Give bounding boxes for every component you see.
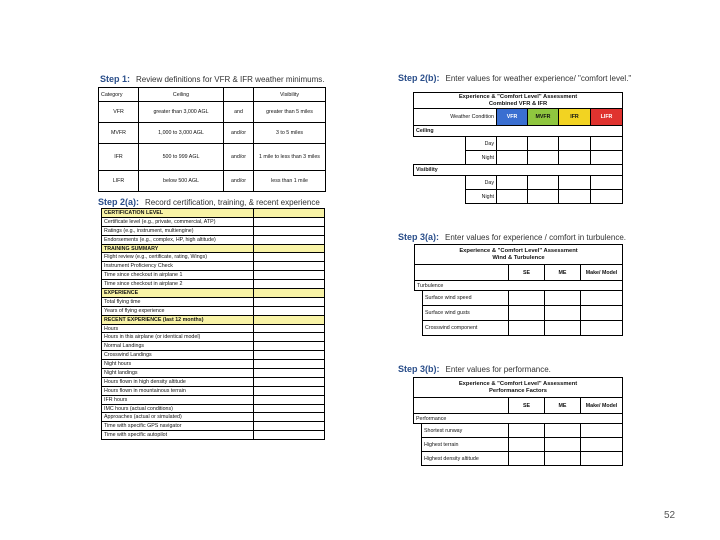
conjunction-cell: and/or bbox=[224, 123, 254, 144]
surface-wind-speed-label: Surface wind speed bbox=[423, 291, 509, 306]
me-header: ME bbox=[545, 398, 581, 414]
table-row bbox=[99, 171, 326, 192]
section-label: RECENT EXPERIENCE (last 12 months) bbox=[102, 315, 254, 324]
table-row bbox=[102, 297, 325, 306]
day-label: Day bbox=[466, 137, 497, 151]
ceiling-day-row bbox=[414, 137, 623, 151]
table-title-line-1: Experience & "Comfort Level" Assessment bbox=[458, 93, 578, 100]
item-label: Time with specific autopilot bbox=[102, 431, 254, 440]
step3b-header bbox=[398, 364, 551, 374]
visibility-cell: greater than 5 miles bbox=[254, 102, 326, 123]
weather-table-title bbox=[414, 93, 623, 109]
section-header-row bbox=[102, 209, 325, 218]
make-model-header: Make/ Model bbox=[581, 265, 623, 281]
category-cell: MVFR bbox=[99, 123, 139, 144]
se-header: SE bbox=[509, 398, 545, 414]
value-cell[interactable] bbox=[509, 306, 545, 321]
value-cell[interactable] bbox=[497, 137, 528, 151]
step2b-header bbox=[398, 73, 631, 83]
table-row bbox=[414, 438, 623, 452]
night-label: Night bbox=[466, 190, 497, 204]
visibility-night-row bbox=[414, 190, 623, 204]
section-header-row bbox=[102, 244, 325, 253]
item-label: Night hours bbox=[102, 360, 254, 369]
value-cell[interactable] bbox=[254, 422, 325, 431]
value-cell[interactable] bbox=[509, 321, 545, 336]
table-row bbox=[99, 144, 326, 171]
value-cell[interactable] bbox=[254, 235, 325, 244]
item-label: Time with specific GPS navigator bbox=[102, 422, 254, 431]
weather-assessment-table bbox=[413, 92, 623, 204]
item-label: Total flying time bbox=[102, 297, 254, 306]
step1-description: Review definitions for VFR & IFR weather minimums. bbox=[136, 75, 325, 84]
experience-record-table bbox=[101, 208, 325, 440]
table-row bbox=[414, 424, 623, 438]
step3a-title: Step 3(a): bbox=[398, 232, 440, 242]
ceiling-cell: 1,000 to 3,000 AGL bbox=[139, 123, 224, 144]
value-cell[interactable] bbox=[559, 176, 591, 190]
highest-density-altitude-label: Highest density altitude bbox=[422, 452, 509, 466]
table-header-row bbox=[99, 88, 326, 102]
value-cell[interactable] bbox=[528, 137, 559, 151]
table-title-line-2: Combined VFR & IFR bbox=[488, 100, 548, 107]
table-row bbox=[102, 333, 325, 342]
visibility-label: Visibility bbox=[414, 165, 623, 176]
table-row bbox=[99, 123, 326, 144]
table-row bbox=[414, 452, 623, 466]
step2a-description: Record certification, training, & recent experience bbox=[145, 198, 320, 207]
conjunction-cell: and bbox=[224, 102, 254, 123]
value-cell[interactable] bbox=[559, 151, 591, 165]
table-row bbox=[102, 253, 325, 262]
value-cell[interactable] bbox=[254, 369, 325, 378]
value-cell[interactable] bbox=[591, 176, 623, 190]
category-cell: LIFR bbox=[99, 171, 139, 192]
value-cell[interactable] bbox=[254, 217, 325, 226]
turbulence-section-label: Turbulence bbox=[415, 281, 623, 291]
value-cell[interactable] bbox=[254, 297, 325, 306]
header-ceiling: Ceiling bbox=[139, 88, 224, 102]
value-cell[interactable] bbox=[509, 424, 545, 438]
conjunction-cell: and/or bbox=[224, 171, 254, 192]
table-title-line-2: Performance Factors bbox=[489, 387, 547, 394]
value-cell[interactable] bbox=[545, 452, 581, 466]
item-label: Time since checkout in airplane 1 bbox=[102, 271, 254, 280]
make-model-header: Make/ Model bbox=[581, 398, 623, 414]
section-header-row bbox=[102, 315, 325, 324]
performance-assessment-table bbox=[413, 377, 623, 466]
table-row bbox=[102, 377, 325, 386]
category-cell: VFR bbox=[99, 102, 139, 123]
value-cell[interactable] bbox=[559, 137, 591, 151]
me-header: ME bbox=[545, 265, 581, 281]
category-cell: IFR bbox=[99, 144, 139, 171]
shortest-runway-label: Shortest runway bbox=[422, 424, 509, 438]
value-cell[interactable] bbox=[581, 424, 623, 438]
visibility-cell: 1 mile to less than 3 miles bbox=[254, 144, 326, 171]
item-label: Instrument Proficiency Check bbox=[102, 262, 254, 271]
table-row bbox=[102, 262, 325, 271]
conjunction-cell: and/or bbox=[224, 144, 254, 171]
item-label: Endorsements (e.g., complex, HP, high altitude) bbox=[102, 235, 254, 244]
highest-terrain-label: Highest terrain bbox=[422, 438, 509, 452]
table-row bbox=[102, 271, 325, 280]
table-row bbox=[102, 342, 325, 351]
turbulence-table-title bbox=[415, 245, 623, 265]
value-cell[interactable] bbox=[254, 324, 325, 333]
value-cell[interactable] bbox=[509, 438, 545, 452]
value-cell[interactable] bbox=[254, 262, 325, 271]
item-label: Crosswind Landings bbox=[102, 351, 254, 360]
table-row bbox=[102, 226, 325, 235]
value-cell[interactable] bbox=[254, 271, 325, 280]
mvfr-header: MVFR bbox=[528, 109, 559, 126]
header-category: Category bbox=[99, 88, 139, 102]
value-cell[interactable] bbox=[591, 151, 623, 165]
weather-condition-label: Weather Condition bbox=[414, 109, 497, 126]
value-cell[interactable] bbox=[581, 306, 623, 321]
item-label: Hours flown in high density altitude bbox=[102, 377, 254, 386]
table-row bbox=[102, 324, 325, 333]
turbulence-assessment-table bbox=[414, 244, 623, 336]
table-title-line-2: Wind & Turbulence bbox=[492, 254, 545, 261]
value-cell[interactable] bbox=[545, 306, 581, 321]
step2a-header bbox=[98, 197, 320, 207]
value-cell[interactable] bbox=[559, 190, 591, 204]
value-cell[interactable] bbox=[581, 452, 623, 466]
table-row bbox=[102, 386, 325, 395]
step3a-header bbox=[398, 232, 626, 242]
item-label: Approaches (actual or simulated) bbox=[102, 413, 254, 422]
surface-wind-gusts-label: Surface wind gusts bbox=[423, 306, 509, 321]
se-header: SE bbox=[509, 265, 545, 281]
value-cell[interactable] bbox=[497, 190, 528, 204]
step2b-title: Step 2(b): bbox=[398, 73, 440, 83]
table-row bbox=[99, 102, 326, 123]
value-cell[interactable] bbox=[581, 321, 623, 336]
value-cell bbox=[254, 289, 325, 298]
performance-section-label: Performance bbox=[414, 414, 623, 424]
visibility-day-row bbox=[414, 176, 623, 190]
value-cell[interactable] bbox=[509, 452, 545, 466]
value-cell bbox=[254, 209, 325, 218]
ceiling-cell: greater than 3,000 AGL bbox=[139, 102, 224, 123]
value-cell[interactable] bbox=[581, 291, 623, 306]
value-cell[interactable] bbox=[545, 291, 581, 306]
value-cell[interactable] bbox=[497, 151, 528, 165]
lifr-header: LIFR bbox=[591, 109, 623, 126]
table-row bbox=[102, 306, 325, 315]
table-row bbox=[102, 280, 325, 289]
weather-minimums-table bbox=[98, 87, 326, 192]
step3a-description: Enter values for experience / comfort in turbulence. bbox=[445, 233, 626, 242]
night-label: Night bbox=[466, 151, 497, 165]
value-cell[interactable] bbox=[545, 438, 581, 452]
ceiling-label: Ceiling bbox=[414, 126, 623, 137]
performance-table-title bbox=[414, 378, 623, 398]
table-title-line-1: Experience & "Comfort Level" Assessment bbox=[459, 247, 578, 254]
item-label: Flight review (e.g., certificate, rating, Wings) bbox=[102, 253, 254, 262]
value-cell[interactable] bbox=[254, 226, 325, 235]
step2b-description: Enter values for weather experience/ "comfort level." bbox=[445, 74, 632, 83]
item-label: IFR hours bbox=[102, 395, 254, 404]
page-number: 52 bbox=[664, 510, 676, 521]
value-cell[interactable] bbox=[591, 137, 623, 151]
table-row bbox=[415, 291, 623, 306]
value-cell[interactable] bbox=[254, 253, 325, 262]
table-row bbox=[415, 321, 623, 336]
item-label: Time since checkout in airplane 2 bbox=[102, 280, 254, 289]
crosswind-component-label: Crosswind component bbox=[423, 321, 509, 336]
table-row bbox=[102, 395, 325, 404]
value-cell[interactable] bbox=[254, 386, 325, 395]
value-cell[interactable] bbox=[528, 151, 559, 165]
table-title-line-1: Experience & "Comfort Level" Assessment bbox=[458, 380, 578, 387]
value-cell bbox=[254, 315, 325, 324]
ceiling-night-row bbox=[414, 151, 623, 165]
value-cell[interactable] bbox=[254, 342, 325, 351]
step3b-description: Enter values for performance. bbox=[445, 365, 551, 374]
table-row bbox=[102, 235, 325, 244]
step3b-title: Step 3(b): bbox=[398, 364, 440, 374]
table-row bbox=[102, 360, 325, 369]
day-label: Day bbox=[466, 176, 497, 190]
section-label: EXPERIENCE bbox=[102, 289, 254, 298]
value-cell[interactable] bbox=[254, 306, 325, 315]
table-row bbox=[102, 404, 325, 413]
step1-header bbox=[100, 74, 325, 84]
table-row bbox=[415, 306, 623, 321]
value-cell[interactable] bbox=[254, 351, 325, 360]
item-label: Years of flying experience bbox=[102, 306, 254, 315]
value-cell[interactable] bbox=[254, 377, 325, 386]
section-label: CERTIFICATION LEVEL bbox=[102, 209, 254, 218]
table-row bbox=[102, 351, 325, 360]
value-cell[interactable] bbox=[254, 360, 325, 369]
visibility-cell: less than 1 mile bbox=[254, 171, 326, 192]
table-row bbox=[102, 422, 325, 431]
value-cell[interactable] bbox=[545, 321, 581, 336]
value-cell[interactable] bbox=[254, 404, 325, 413]
item-label: Certificate level (e.g., private, commercial, ATP) bbox=[102, 217, 254, 226]
visibility-cell: 3 to 5 miles bbox=[254, 123, 326, 144]
table-row bbox=[102, 369, 325, 378]
value-cell[interactable] bbox=[254, 280, 325, 289]
item-label: Hours flown in mountainous terrain bbox=[102, 386, 254, 395]
item-label: IMC hours (actual conditions) bbox=[102, 404, 254, 413]
value-cell[interactable] bbox=[254, 431, 325, 440]
value-cell[interactable] bbox=[581, 438, 623, 452]
ceiling-cell: below 500 AGL bbox=[139, 171, 224, 192]
item-label: Hours in this airplane (or identical model) bbox=[102, 333, 254, 342]
value-cell[interactable] bbox=[254, 395, 325, 404]
item-label: Ratings (e.g., instrument, multiengine) bbox=[102, 226, 254, 235]
value-cell[interactable] bbox=[591, 190, 623, 204]
value-cell[interactable] bbox=[545, 424, 581, 438]
item-label: Night landings bbox=[102, 369, 254, 378]
value-cell[interactable] bbox=[528, 190, 559, 204]
value-cell bbox=[254, 244, 325, 253]
step2a-title: Step 2(a): bbox=[98, 197, 140, 207]
item-label: Hours bbox=[102, 324, 254, 333]
table-row bbox=[102, 413, 325, 422]
table-row bbox=[102, 431, 325, 440]
table-row bbox=[102, 217, 325, 226]
ceiling-cell: 500 to 999 AGL bbox=[139, 144, 224, 171]
value-cell[interactable] bbox=[254, 413, 325, 422]
section-header-row bbox=[102, 289, 325, 298]
step1-title: Step 1: bbox=[100, 74, 131, 84]
value-cell[interactable] bbox=[254, 333, 325, 342]
section-label: TRAINING SUMMARY bbox=[102, 244, 254, 253]
value-cell[interactable] bbox=[509, 291, 545, 306]
value-cell[interactable] bbox=[497, 176, 528, 190]
vfr-header: VFR bbox=[497, 109, 528, 126]
ifr-header: IFR bbox=[559, 109, 591, 126]
header-visibility: Visibility bbox=[254, 88, 326, 102]
header-blank bbox=[224, 88, 254, 102]
item-label: Normal Landings bbox=[102, 342, 254, 351]
value-cell[interactable] bbox=[528, 176, 559, 190]
